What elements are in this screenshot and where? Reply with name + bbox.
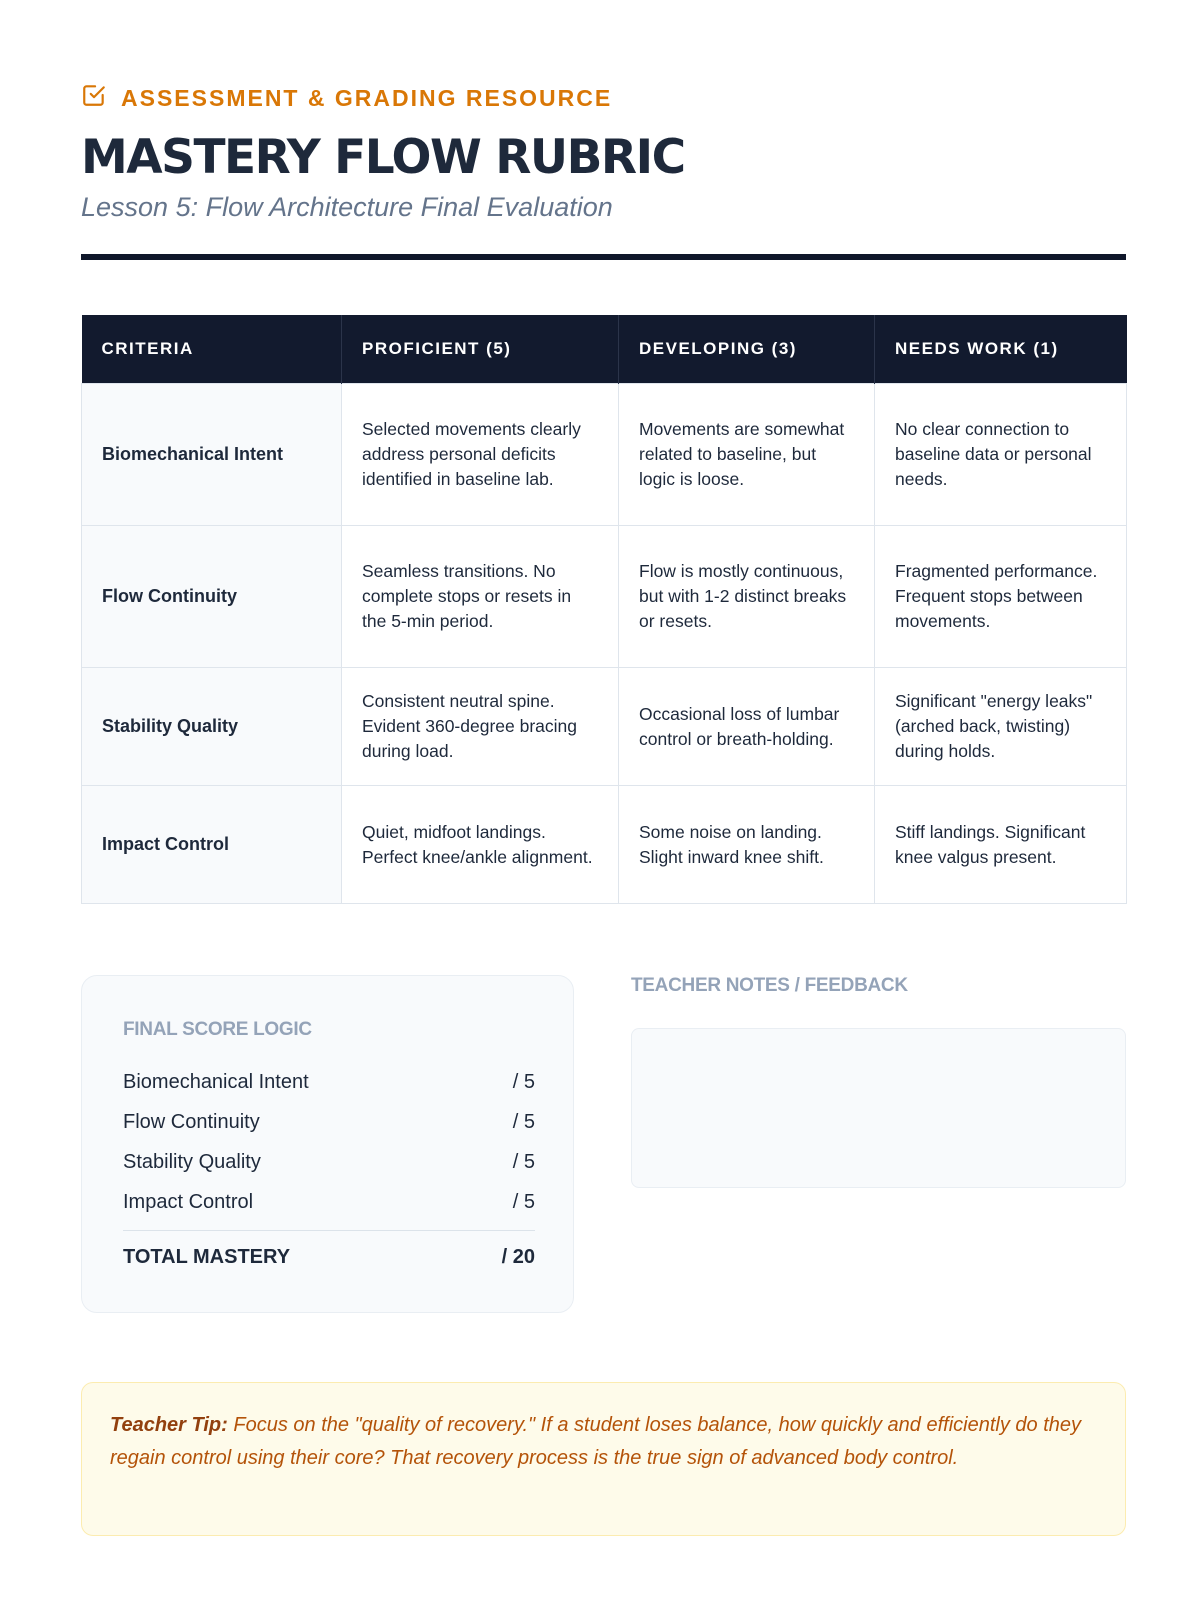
table-row <box>82 526 1127 668</box>
total-value: / 20 <box>501 1246 535 1268</box>
eyebrow-text: ASSESSMENT & GRADING RESOURCE <box>121 84 613 111</box>
score-divider <box>123 1230 535 1231</box>
column-header-developing: DEVELOPING (3) <box>619 315 875 384</box>
proficient-cell: Consistent neutral spine. Evident 360-degree bracing during load. <box>342 668 619 786</box>
developing-cell: Flow is mostly continuous, but with 1-2 distinct breaks or resets. <box>619 526 875 668</box>
rubric-table <box>81 315 1127 904</box>
score-row <box>123 1111 535 1134</box>
teacher-tip-label: Teacher Tip: <box>110 1414 228 1436</box>
proficient-cell: Quiet, midfoot landings. Perfect knee/ankle alignment. <box>342 786 619 904</box>
column-header-needs-work: NEEDS WORK (1) <box>875 315 1127 384</box>
criteria-cell: Stability Quality <box>82 668 342 786</box>
total-row <box>123 1246 535 1269</box>
proficient-cell: Selected movements clearly address personal deficits identified in baseline lab. <box>342 384 619 526</box>
criteria-cell: Flow Continuity <box>82 526 342 668</box>
total-label: TOTAL MASTERY <box>123 1246 291 1268</box>
score-row <box>123 1151 535 1174</box>
score-label: Stability Quality <box>123 1151 261 1173</box>
score-value: / 5 <box>512 1191 535 1213</box>
score-label: Flow Continuity <box>123 1111 260 1133</box>
score-value: / 5 <box>512 1111 535 1133</box>
developing-cell: Some noise on landing. Slight inward knee shift. <box>619 786 875 904</box>
proficient-cell: Seamless transitions. No complete stops or resets in the 5-min period. <box>342 526 619 668</box>
page-subtitle: Lesson 5: Flow Architecture Final Evaluation <box>81 192 613 222</box>
teacher-tip-text: Focus on the "quality of recovery." If a student loses balance, how quickly and efficiently do they regain control using their core? That recovery process is the true sign of advanced body control. <box>110 1414 1081 1469</box>
score-card-heading: FINAL SCORE LOGIC <box>123 1019 312 1040</box>
needs-work-cell: No clear connection to baseline data or personal needs. <box>875 384 1127 526</box>
score-value: / 5 <box>512 1071 535 1093</box>
score-row <box>123 1191 535 1214</box>
criteria-cell: Biomechanical Intent <box>82 384 342 526</box>
final-score-card <box>81 975 574 1313</box>
score-value: / 5 <box>512 1151 535 1173</box>
teacher-tip <box>81 1382 1126 1536</box>
developing-cell: Movements are somewhat related to baseline, but logic is loose. <box>619 384 875 526</box>
column-header-criteria: CRITERIA <box>82 315 342 384</box>
needs-work-cell: Significant "energy leaks" (arched back, twisting) during holds. <box>875 668 1127 786</box>
score-label: Impact Control <box>123 1191 254 1213</box>
teacher-notes-heading: TEACHER NOTES / FEEDBACK <box>631 975 908 996</box>
criteria-cell: Impact Control <box>82 786 342 904</box>
title-divider <box>81 254 1126 260</box>
needs-work-cell: Fragmented performance. Frequent stops between movements. <box>875 526 1127 668</box>
table-row <box>82 668 1127 786</box>
checkbox-pencil-icon <box>81 82 107 114</box>
table-row <box>82 384 1127 526</box>
table-row <box>82 786 1127 904</box>
eyebrow <box>81 82 612 114</box>
rubric-header-row <box>82 315 1127 384</box>
score-label: Biomechanical Intent <box>123 1071 309 1093</box>
needs-work-cell: Stiff landings. Significant knee valgus present. <box>875 786 1127 904</box>
teacher-notes-box[interactable] <box>631 1028 1126 1188</box>
column-header-proficient: PROFICIENT (5) <box>342 315 619 384</box>
developing-cell: Occasional loss of lumbar control or breath-holding. <box>619 668 875 786</box>
page-title: MASTERY FLOW RUBRIC <box>81 130 685 185</box>
score-row <box>123 1071 535 1094</box>
